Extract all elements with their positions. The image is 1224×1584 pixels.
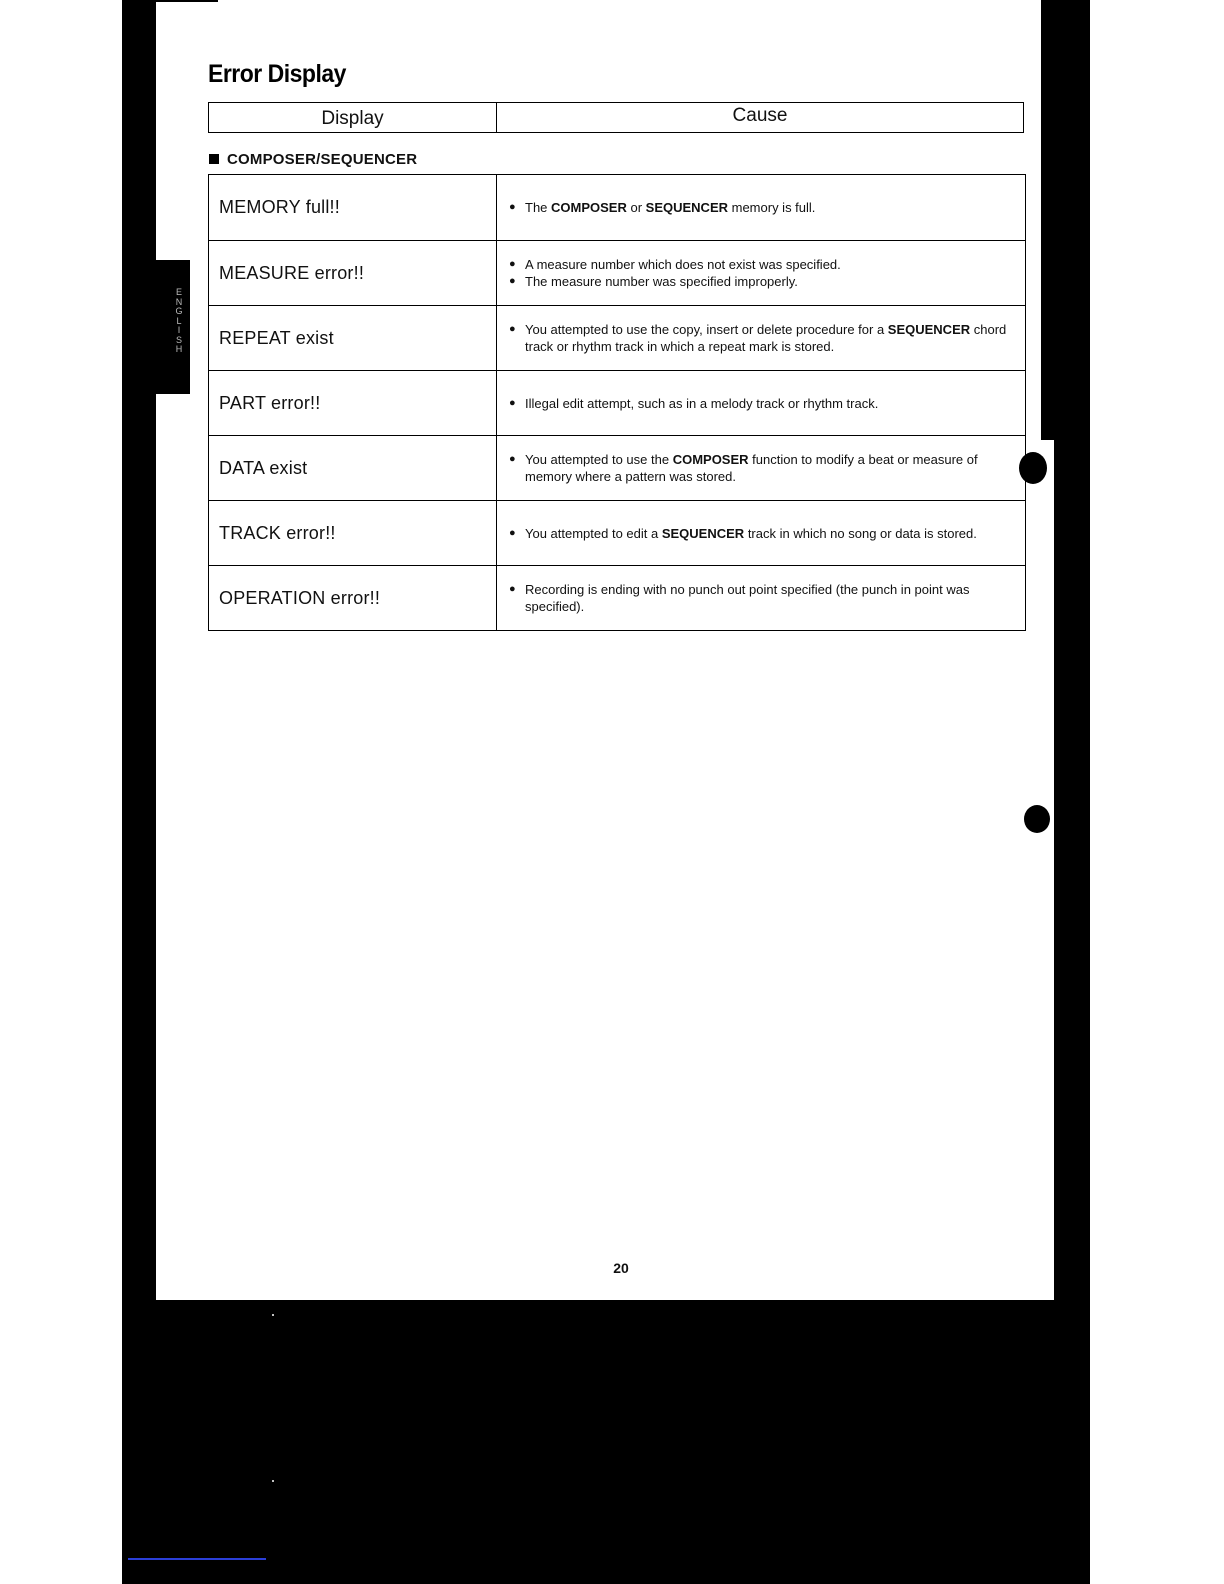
error-table [208, 174, 1026, 631]
error-display-text: TRACK error!! [209, 501, 497, 565]
error-display-text: DATA exist [209, 436, 497, 500]
scan-speck [272, 1480, 274, 1482]
bullet-icon: ● [509, 526, 516, 539]
cause-text: function to modify a beat or measure of memory where a pattern was stored. [525, 452, 978, 484]
scan-border-bottom [122, 1300, 1090, 1584]
page-title: Error Display [208, 58, 346, 88]
cause-bold-term: COMPOSER [672, 452, 749, 467]
cause-text: You attempted to edit a [525, 525, 662, 541]
error-cause-cell [497, 371, 1025, 435]
table-row [209, 370, 1025, 435]
cause-text: The [525, 200, 552, 215]
cause-text: Recording is ending with no punch out point specified (the punch in point was specified). [525, 582, 970, 614]
cause-bold-term: SEQUENCER [661, 525, 745, 541]
cause-text: The measure number was specified improperly. [525, 274, 798, 289]
section-heading-text: COMPOSER/SEQUENCER [227, 151, 418, 168]
cause-text: A measure number which does not exist was specified. [525, 257, 841, 272]
cause-item [509, 321, 1015, 355]
language-tab-letter: G [175, 306, 183, 316]
bullet-icon: ● [509, 275, 516, 287]
scan-border-right-top [1041, 0, 1090, 440]
square-bullet-icon [209, 154, 219, 164]
scan-blue-mark [128, 1558, 266, 1560]
scan-border-left-top [122, 0, 150, 260]
bullet-icon: ● [509, 396, 516, 409]
cause-bold-term: COMPOSER [551, 200, 627, 215]
error-cause-cell [497, 175, 1025, 240]
language-tab-letter: E [175, 287, 182, 297]
cause-text: or [626, 200, 646, 215]
binder-hole [1024, 805, 1050, 833]
error-cause-cell [497, 306, 1025, 370]
language-tab-letters [174, 288, 184, 355]
scan-speck [272, 1314, 274, 1316]
table-row [209, 500, 1025, 565]
language-tab [150, 260, 190, 394]
error-display-text: PART error!! [209, 371, 497, 435]
error-cause-cell [497, 566, 1025, 630]
cause-item [509, 395, 1015, 412]
section-heading [209, 151, 417, 168]
cause-item [509, 199, 1015, 216]
cause-bold-term: SEQUENCER [887, 322, 971, 337]
error-cause-cell [497, 501, 1025, 565]
language-tab-letter: N [175, 296, 183, 307]
cause-text: Illegal edit attempt, such as in a melody track or rhythm track. [525, 395, 879, 411]
cause-text: track in which no song or data is stored. [744, 525, 977, 541]
cause-item [509, 451, 1015, 485]
cause-text: You attempted to use the [525, 452, 673, 467]
error-display-text: MEASURE error!! [209, 241, 497, 305]
page-number: 20 [613, 1260, 629, 1276]
language-tab-letter: H [175, 344, 183, 354]
cause-text: chord track or rhythm track in which a repeat mark is stored. [525, 322, 1007, 354]
column-header-cause: Cause [732, 105, 788, 126]
cause-text: You attempted to use the copy, insert or delete procedure for a [525, 322, 888, 337]
cause-text: memory is full. [728, 200, 816, 215]
cause-item [509, 525, 1015, 542]
bullet-icon: ● [509, 583, 516, 595]
language-tab-letter: S [175, 334, 182, 345]
cause-item [509, 256, 1015, 273]
table-row [209, 565, 1025, 630]
bullet-icon: ● [509, 453, 516, 465]
column-header-display: Display [209, 103, 497, 132]
error-display-text: REPEAT exist [209, 306, 497, 370]
language-tab-letter: I [177, 325, 181, 335]
cause-bold-term: SEQUENCER [645, 200, 729, 215]
table-row [209, 175, 1025, 240]
column-header-table [208, 102, 1024, 133]
error-display-text: MEMORY full!! [209, 175, 497, 240]
table-row [209, 305, 1025, 370]
error-display-text: OPERATION error!! [209, 566, 497, 630]
language-tab-letter: L [176, 315, 182, 326]
scan-top-mark [150, 0, 218, 2]
cause-item [509, 581, 1015, 615]
table-row [209, 435, 1025, 500]
error-cause-cell [497, 241, 1025, 305]
bullet-icon: ● [509, 258, 516, 270]
error-cause-cell [497, 436, 1025, 500]
bullet-icon: ● [509, 201, 516, 213]
cause-item [509, 273, 1015, 290]
table-row [209, 240, 1025, 305]
bullet-icon: ● [509, 323, 516, 335]
